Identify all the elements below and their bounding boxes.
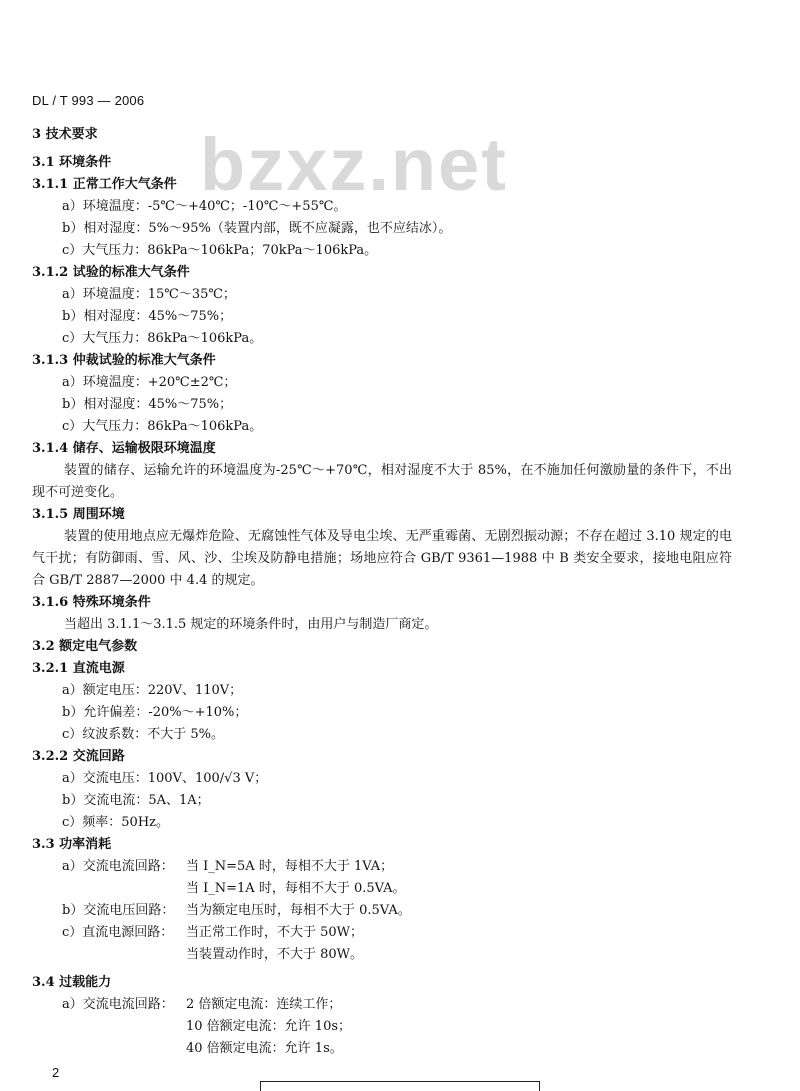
standard-code-header: DL / T 993 — 2006 bbox=[32, 93, 145, 108]
section-3-3-title: 3.3 功率消耗 bbox=[32, 837, 112, 852]
item-3-3-b-label: b）交流电压回路： bbox=[62, 903, 175, 918]
sqrt-three: √3 bbox=[224, 771, 241, 786]
item-3-1-1-b: b）相对湿度：5%～95%（装置内部，既不应凝露，也不应结冰）。 bbox=[62, 221, 452, 236]
watermark-text: bzxz.net bbox=[200, 123, 508, 206]
item-3-3-a-line1: 当 I_N=5A 时，每相不大于 1VA； bbox=[186, 859, 394, 874]
section-3-1-title: 3.1 环境条件 bbox=[32, 155, 112, 170]
item-3-3-a bbox=[32, 856, 732, 878]
section-3-2-2-title: 3.2.2 交流回路 bbox=[32, 749, 125, 764]
section-3-1-5-title: 3.1.5 周围环境 bbox=[32, 507, 125, 522]
item-3-1-3-a: a）环境温度：+20℃±2℃； bbox=[62, 375, 237, 390]
section-3-1-4-title: 3.1.4 储存、运输极限环境温度 bbox=[32, 441, 216, 456]
item-3-2-2-a bbox=[32, 768, 732, 790]
item-3-3-a-label: a）交流电流回路： bbox=[62, 859, 174, 874]
item-3-3-c bbox=[32, 922, 732, 944]
page-number: 2 bbox=[52, 1065, 60, 1080]
section-3-2-1-title: 3.2.1 直流电源 bbox=[32, 661, 125, 676]
item-3-1-2-c: c）大气压力：86kPa～106kPa。 bbox=[62, 331, 263, 346]
item-3-2-1-a: a）额定电压：220V、110V； bbox=[62, 683, 243, 698]
item-3-1-2-a: a）环境温度：15℃～35℃； bbox=[62, 287, 236, 302]
item-3-3-a-line2: 当 I_N=1A 时，每相不大于 0.5VA。 bbox=[186, 881, 406, 896]
item-3-4-a-line2: 10 倍额定电流：允许 10s； bbox=[186, 1019, 352, 1034]
item-3-4-a-label: a）交流电流回路： bbox=[62, 997, 174, 1012]
item-3-3-c-label: c）直流电源回路： bbox=[62, 925, 174, 940]
item-3-1-2-b: b）相对湿度：45%～75%； bbox=[62, 309, 233, 324]
section-3-title: 3 技术要求 bbox=[32, 127, 98, 142]
document-body bbox=[32, 124, 732, 1060]
item-3-1-1-a: a）环境温度：-5℃～+40℃；-10℃～+55℃。 bbox=[62, 199, 347, 214]
item-3-2-2-b: b）交流电流：5A、1A； bbox=[62, 793, 210, 808]
paragraph-3-1-4: 装置的储存、运输允许的环境温度为-25℃～+70℃，相对湿度不大于 85%，在不施加任何激励量的条件下，不出现不可逆变化。 bbox=[32, 463, 732, 500]
item-3-4-a-line3: 40 倍额定电流：允许 1s。 bbox=[186, 1041, 343, 1056]
item-3-1-1-c: c）大气压力：86kPa～106kPa；70kPa～106kPa。 bbox=[62, 243, 378, 258]
item-3-2-1-c: c）纹波系数：不大于 5%。 bbox=[62, 727, 225, 742]
item-3-4-a-line1: 2 倍额定电流：连续工作； bbox=[186, 997, 342, 1012]
item-3-3-b-line1: 当为额定电压时，每相不大于 0.5VA。 bbox=[186, 903, 411, 918]
section-3-1-1-title: 3.1.1 正常工作大气条件 bbox=[32, 177, 177, 192]
paragraph-3-1-5: 装置的使用地点应无爆炸危险、无腐蚀性气体及导电尘埃、无严重霉菌、无剧烈振动源；不存在超过 3.10 规定的电气干扰；有防御雨、雪、风、沙、尘埃及防静电措施；场地应符合 GB/T 9361—1988 中 B 类安全要求，接地电阻应符合 GB/T 2887—2000 中 4.4 的规定。 bbox=[32, 529, 732, 588]
item-3-2-2-c: c）频率：50Hz。 bbox=[62, 815, 170, 830]
section-3-1-2-title: 3.1.2 试验的标准大气条件 bbox=[32, 265, 190, 280]
item-3-2-2-a-suffix: V； bbox=[240, 771, 268, 786]
section-3-4-title: 3.4 过载能力 bbox=[32, 975, 112, 990]
item-3-2-2-a-prefix: a）交流电压：100V、100/ bbox=[62, 771, 225, 786]
section-3-1-3-title: 3.1.3 仲裁试验的标准大气条件 bbox=[32, 353, 216, 368]
item-3-3-c-line2: 当装置动作时，不大于 80W。 bbox=[186, 947, 364, 962]
item-3-4-a bbox=[32, 994, 732, 1016]
section-3-2-title: 3.2 额定电气参数 bbox=[32, 639, 138, 654]
item-3-3-b bbox=[32, 900, 732, 922]
item-3-2-1-b: b）允许偏差：-20%～+10%； bbox=[62, 705, 248, 720]
item-3-1-3-b: b）相对湿度：45%～75%； bbox=[62, 397, 233, 412]
item-3-3-c-line1: 当正常工作时，不大于 50W； bbox=[186, 925, 364, 940]
section-3-1-6-title: 3.1.6 特殊环境条件 bbox=[32, 595, 151, 610]
item-3-1-3-c: c）大气压力：86kPa～106kPa。 bbox=[62, 419, 263, 434]
paragraph-3-1-6: 当超出 3.1.1～3.1.5 规定的环境条件时，由用户与制造厂商定。 bbox=[64, 617, 438, 632]
